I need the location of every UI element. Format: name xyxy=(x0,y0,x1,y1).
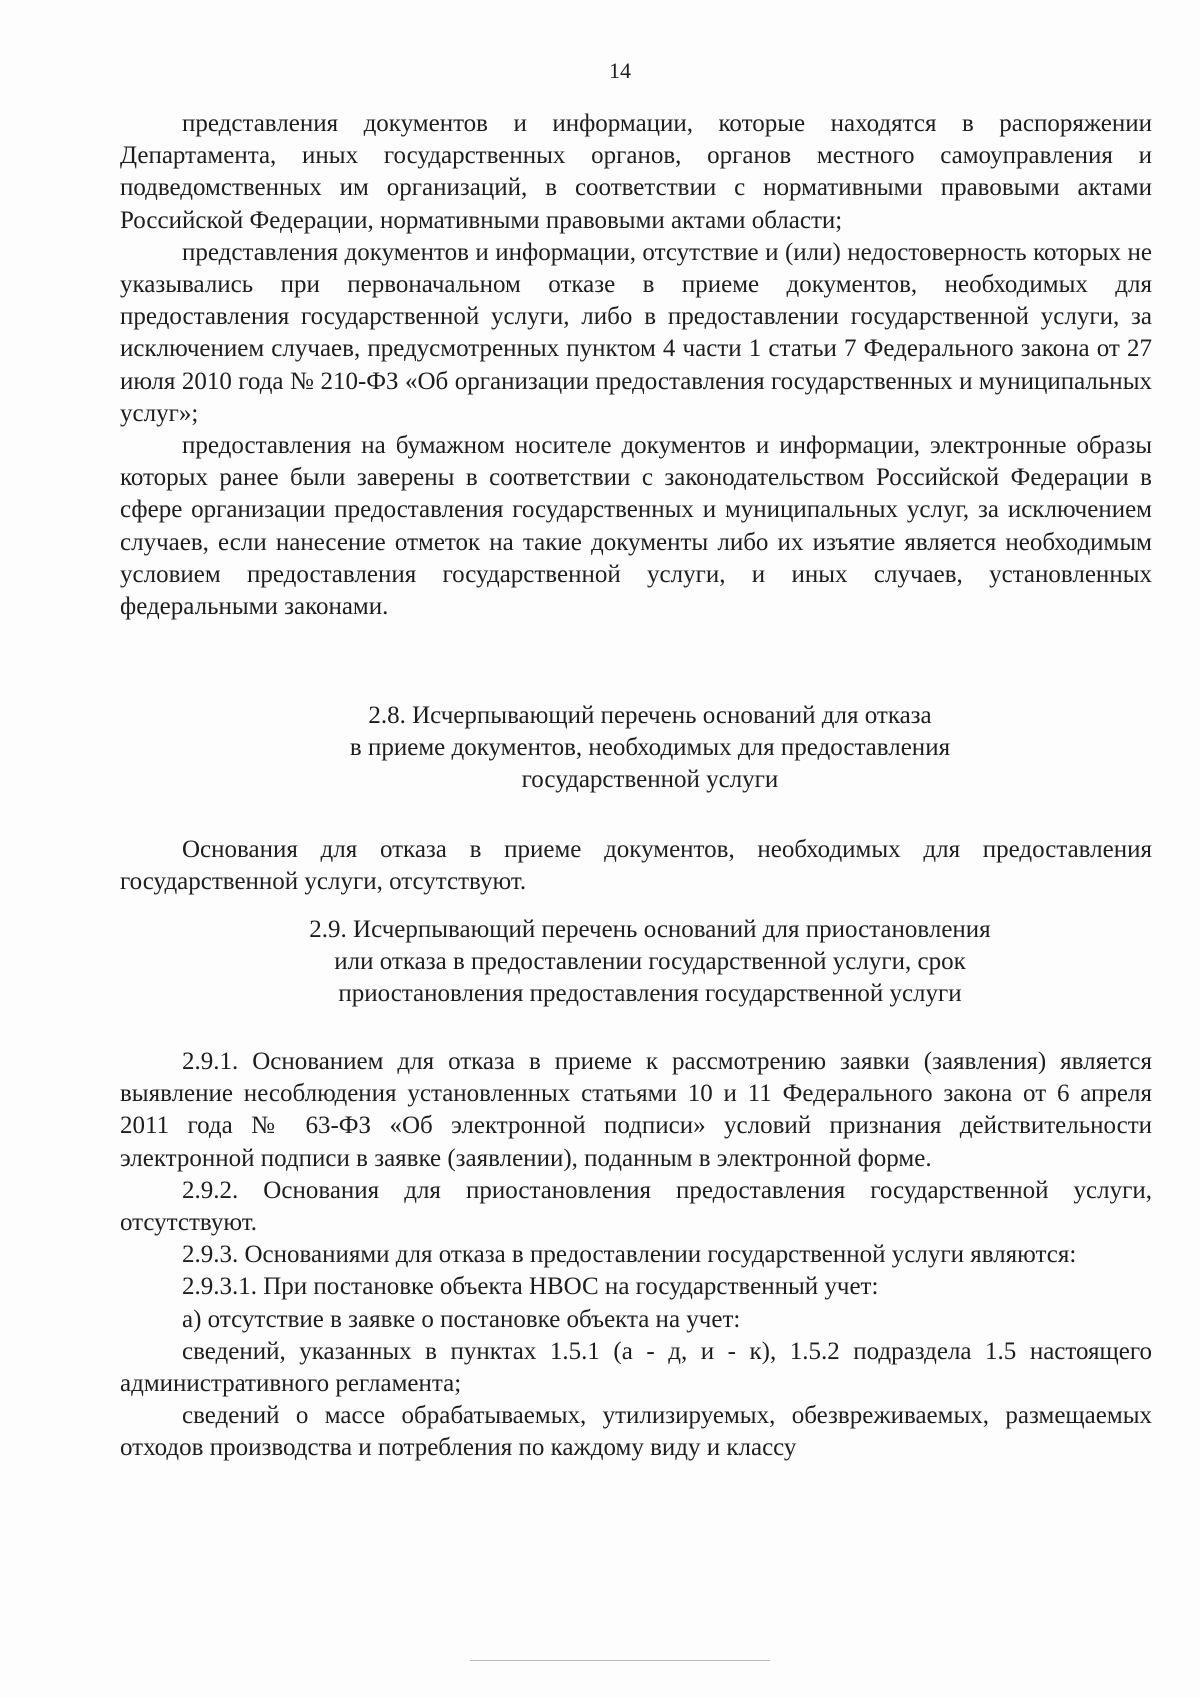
paragraph-item-a: а) отсутствие в заявке о постановке объекта на учет: xyxy=(182,1305,741,1333)
paragraph-documents-in-possession: представления документов и информации, которые находятся в распоряжении Департамента, иных государственных органов, органов местного самоуправления и подведомственных им организаций, в соответствии с нормативными правовыми актами Российской Федерации, нормативными правовыми актами области; xyxy=(120,110,1152,234)
page-number: 14 xyxy=(609,58,631,83)
paragraph-2-9-3: 2.9.3. Основаниями для отказа в предоставлении государственной услуги являются: xyxy=(182,1241,1077,1269)
heading-line: приостановления предоставления государственной услуги xyxy=(338,980,962,1008)
section-heading-2-9 xyxy=(180,914,1120,1011)
paragraph-2-9-2: 2.9.2. Основания для приостановления предоставления государственной услуги, отсутствуют. xyxy=(120,1176,1152,1237)
paragraph-2-9-3-1: 2.9.3.1. При постановке объекта НВОС на государственный учет: xyxy=(182,1273,879,1301)
paragraph-waste-mass: сведений о массе обрабатываемых, утилизируемых, обезвреживаемых, размещаемых отходов производства и потребления по каждому виду и классу xyxy=(120,1402,1152,1462)
heading-line: 2.8. Исчерпывающий перечень оснований для отказа xyxy=(368,702,932,729)
paragraph-info-points: сведений, указанных в пунктах 1.5.1 (а - д, и - к), 1.5.2 подраздела 1.5 настоящего административного регламента; xyxy=(120,1337,1152,1398)
text-block-2-9 xyxy=(120,1046,1152,1465)
paragraph-paper-documents: предоставления на бумажном носителе документов и информации, электронные образы которых ранее были заверены в соответствии с законодательством Российской Федерации в сфере организации предоставления государственных и муниципальных услуг, за исключением случаев, если нанесение отметок на такие документы либо их изъятие является необходимым условием предоставления государственной услуги, и иных случаев, установленных федеральными законами. xyxy=(120,432,1152,621)
paragraph-documents-not-indicated: представления документов и информации, отсутствие и (или) недостоверность которых не указывались при первоначальном отказе в приеме документов, необходимых для предоставления государственной услуги, либо в предоставлении государственной услуги, за исключением случаев, предусмотренных пунктом 4 части 1 статьи 7 Федерального закона от 27 июля 2010 года № 210-ФЗ «Об организации предоставления государственных и муниципальных услуг»; xyxy=(120,238,1152,427)
paragraph-no-grounds-refusal: Основания для отказа в приеме документов, необходимых для предоставления государственной услуги, отсутствуют. xyxy=(120,836,1152,896)
text-block-2-8 xyxy=(120,834,1152,898)
section-heading-2-8 xyxy=(180,700,1120,797)
heading-line: в приеме документов, необходимых для предоставления xyxy=(349,734,951,762)
text-block-intro xyxy=(120,108,1152,623)
scan-artifact-line xyxy=(470,1660,770,1661)
heading-line: государственной услуги xyxy=(521,766,779,794)
paragraph-2-9-1: 2.9.1. Основанием для отказа в приеме к рассмотрению заявки (заявления) является выявление несоблюдения установленных статьями 10 и 11 Федерального закона от 6 апреля 2011 года № 63-ФЗ «Об электронной подписи» условий признания действительности электронной подписи в заявке (заявлении), поданным в электронной форме. xyxy=(120,1048,1152,1172)
heading-line: 2.9. Исчерпывающий перечень оснований для приостановления xyxy=(309,916,991,943)
heading-line: или отказа в предоставлении государственной услуги, срок xyxy=(334,948,966,976)
